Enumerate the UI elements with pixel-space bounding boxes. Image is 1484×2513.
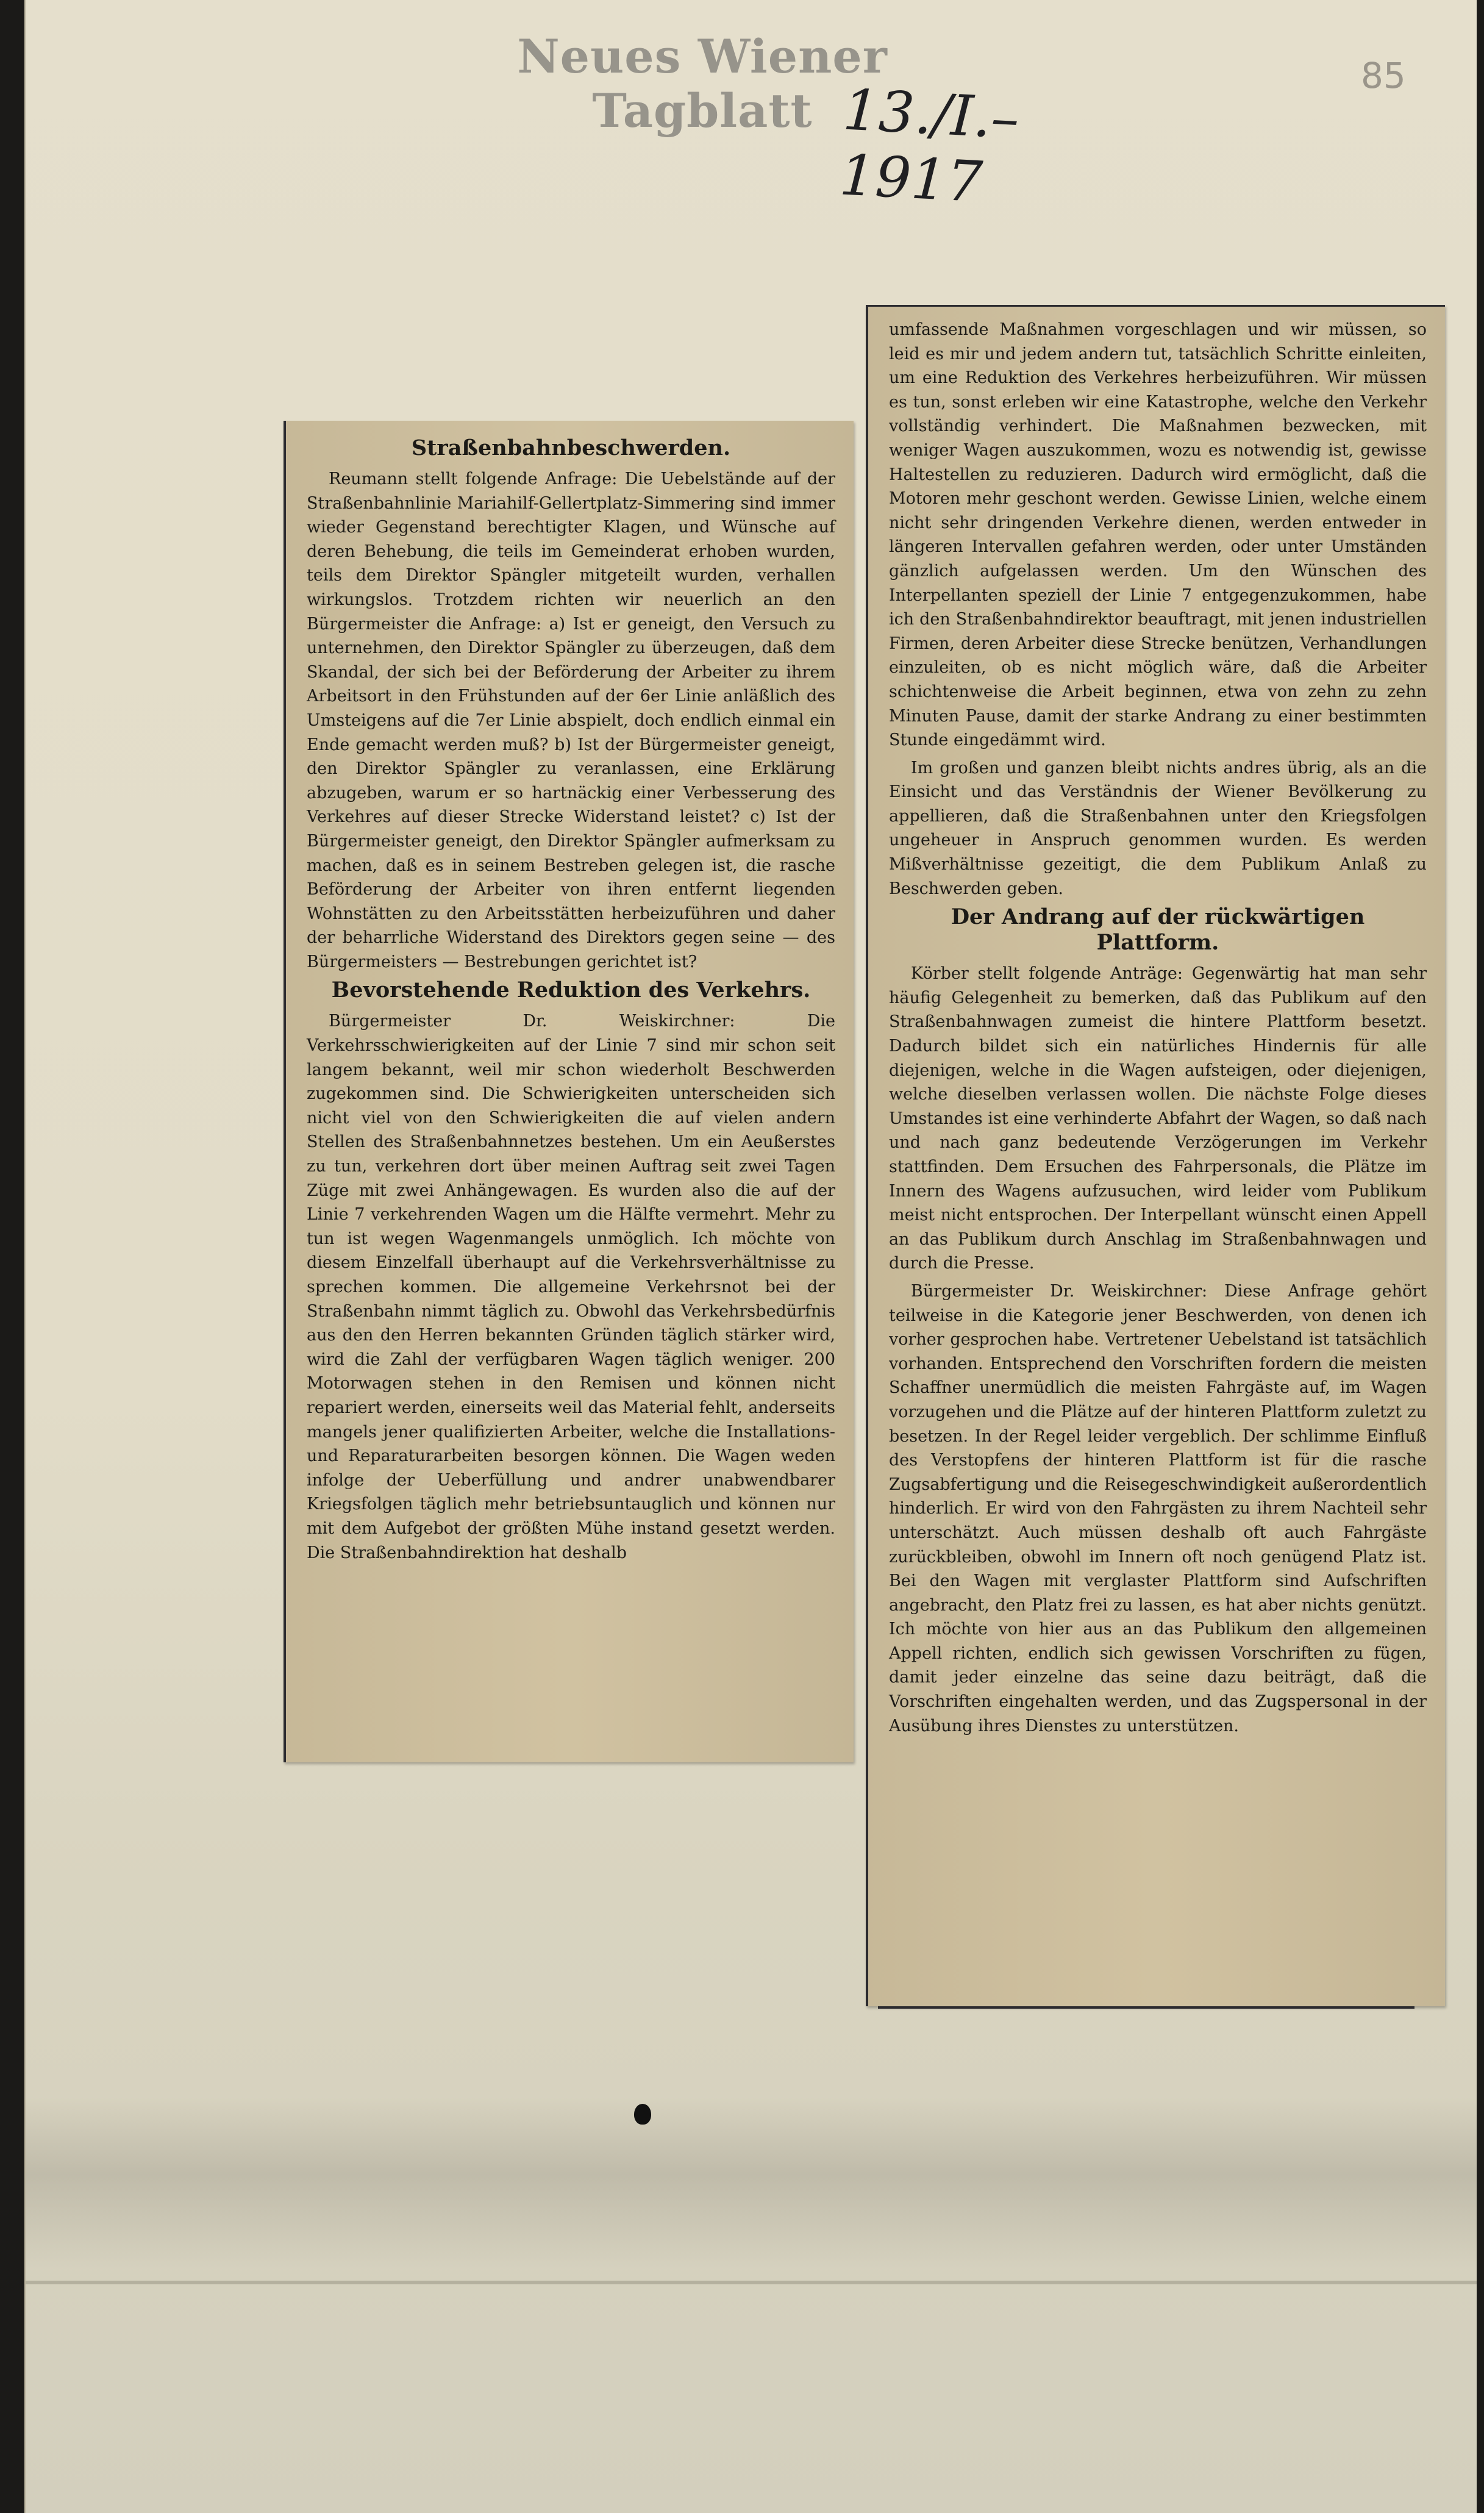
archive-page-number: 85	[1361, 55, 1406, 96]
weiskirchner-plattform-reply: Bürgermeister Dr. Weiskirchner: Diese Anfrage gehört teilweise in die Kategorie jener Beschwerden, von denen ich vorher gesprochen habe. Vertretener Uebelstand ist tatsächlich vorhanden. Entsprechend den Vorschriften fordern die meisten Schaffner unermüdlich die meisten Fahrgäste auf, im Wagen vorzugehen und die Plätze auf der hinteren Plattform zuletzt zu besetzen. In der Regel leider vergeblich. Der schlimme Einfluß des Verstopfens der hinteren Plattform ist für die rasche Zugsabfertigung und die Reisegeschwindigkeit außerordentlich hinderlich. Er wird von den Fahrgästen zu ihrem Nachteil sehr unterschätzt. Auch müssen deshalb oft auch Fahrgäste zurückbleiben, obwohl im Innern oft noch genügend Platz ist. Bei den Wagen mit verglaster Plattform sind Aufschriften angebracht, den Platz frei zu lassen, es hat aber nichts genützt. Ich möchte von hier aus an das Publikum den allgemeinen Appell richten, endlich sich gewissen Vorschriften zu fügen, damit jeder einzelne das seine dazu beiträgt, daß die Vorschriften eingehalten werden, und das Zugspersonal in der Ausübung ihres Dienstes zu unterstützen.	[889, 1281, 1427, 1736]
left-newspaper-clipping	[284, 421, 854, 1762]
right-newspaper-clipping	[866, 305, 1445, 2006]
closing-paragraph: Im großen und ganzen bleibt nichts andres übrig, als an die Einsicht und das Verständnis der Wiener Bevölkerung zu appellieren, daß die Straßenbahnen unter den Kriegsfolgen ungeheuer in Anspruch genommen wurden. Es werden Mißverhältnisse gezeitigt, die dem Publikum Anlaß zu Beschwerden geben.	[889, 758, 1427, 898]
pin-hole	[634, 2104, 651, 2125]
reumann-inquiry-paragraph: Reumann stellt folgende Anfrage: Die Uebelstände auf der Straßenbahnlinie Mariahilf-Gellertplatz-Simmering sind immer wieder Gegenstand berechtigter Klagen, und Wünsche auf deren Behebung, die teils im Gemeinderat erhoben wurden, teils dem Direktor Spängler mitgeteilt wurden, verhallen wirkungslos. Trotzdem richten wir neuerlich an den Bürgermeister die Anfrage: a) Ist er geneigt, den Versuch zu unternehmen, den Direktor Spängler zu überzeugen, daß dem Skandal, der sich bei der Beförderung der Arbeiter zu ihrem Arbeitsort in den Frühstunden auf der 6er Linie anläßlich des Umsteigens auf die 7er Linie abspielt, doch endlich einmal ein Ende gemacht werden muß? b) Ist der Bürgermeister geneigt, den Direktor Spängler zu veranlassen, eine Erklärung abzugeben, warum er so hartnäckig einer Verbesserung des Verkehres auf dieser Strecke Widerstand leistet? c) Ist der Bürgermeister geneigt, den Direktor Spängler aufmerksam zu machen, daß es in seinem Bestreben gelegen ist, die rasche Beförderung der Arbeiter von ihren entfernt liegenden Wohnstätten zu den Arbeitsstätten herbeizuführen und daher der beharrliche Widerstand des Direktors gegen seine — des Bürgermeisters — Bestrebungen gerichtet ist?	[307, 470, 835, 971]
clipping-end-rule	[878, 2006, 1414, 2009]
section-heading-reduktion: Bevorstehende Reduktion des Verkehrs.	[331, 978, 811, 1003]
sheet-shadow	[26, 2098, 1477, 2268]
sheet-fold-line	[26, 2281, 1477, 2284]
section-heading-strassenbahnbeschwerden: Straßenbahnbeschwerden.	[411, 435, 731, 460]
continuation-paragraph: umfassende Maßnahmen vorgeschlagen und wir müssen, so leid es mir und jedem andern tut, tatsächlich Schritte einleiten, um eine Reduktion des Verkehres herbeizuführen. Wir müssen es tun, sonst erleben wir eine Katastrophe, welche den Verkehr vollständig verhindert. Die Maßnahmen bezwecken, mit weniger Wagen auszukommen, wozu es notwendig ist, gewisse Haltestellen zu reduzieren. Dadurch wird ermöglicht, daß die Motoren mehr geschont werden. Gewisse Linien, welche einem nicht sehr dringenden Verkehre dienen, werden entweder in längeren Intervallen gefahren werden, oder unter Umständen gänzlich aufgelassen werden. Um den Wünschen des Interpellanten speziell der Linie 7 entgegenzukommen, habe ich den Straßenbahndirektor beauftragt, mit jenen industriellen Firmen, deren Arbeiter diese Strecke benützen, Verhandlungen einzuleiten, ob es nicht möglich wäre, daß die Arbeiter schichtenweise die Arbeit beginnen, etwa von zehn zu zehn Minuten Pause, damit der starke Andrang zu einer bestimmten Stunde eingedämmt wird.	[889, 320, 1427, 750]
koerber-motion-paragraph: Körber stellt folgende Anträge: Gegenwärtig hat man sehr häufig Gelegenheit zu bemerken, daß das Publikum auf den Straßenbahnwagen zumeist die hintere Plattform besetzt. Dadurch bildet sich ein natürliches Hindernis für alle diejenigen, welche in die Wagen aufsteigen, oder diejenigen, welche dieselben verlassen wollen. Die nächste Folge dieses Umstandes ist eine verhinderte Abfahrt der Wagen, so daß nach und nach ganz bedeutende Verzögerungen im Verkehr stattfinden. Dem Ersuchen des Fahrpersonals, die Plätze im Innern des Wagens aufzusuchen, wird leider vom Publikum meist nicht entsprochen. Der Interpellant wünscht einen Appell an das Publikum durch Anschlag im Straßenbahnwagen und durch die Presse.	[889, 964, 1427, 1273]
weiskirchner-reply-paragraph: Bürgermeister Dr. Weiskirchner: Die Verkehrsschwierigkeiten auf der Linie 7 sind mir schon seit langem bekannt, weil mir schon wiederholt Beschwerden zugekommen sind. Die Schwierigkeiten unterscheiden sich nicht viel von den Schwierigkeiten die auf vielen andern Stellen des Straßenbahnnetzes bestehen. Um ein Aeußerstes zu tun, verkehren dort über meinen Auftrag seit zwei Tagen Züge mit zwei Anhängewagen. Es wurden also die auf der Linie 7 verkehrenden Wagen um die Hälfte vermehrt. Mehr zu tun ist wegen Wagenmangels unmöglich. Ich möchte von diesem Einzelfall überhaupt auf die Verkehrsverhältnisse zu sprechen kommen. Die allgemeine Verkehrsnot bei der Straßenbahn nimmt täglich zu. Obwohl das Verkehrsbedürfnis aus den den Herren bekannten Gründen täglich stärker wird, wird die Zahl der verfügbaren Wagen täglich weniger. 200 Motorwagen stehen in den Remisen und können nicht repariert werden, einerseits weil das Material fehlt, anderseits mangels jener qualifizierten Arbeiter, welche die Installations- und Reparaturarbeiten besorgen können. Die Wagen weden infolge der Ueberfüllung und andrer unabwendbarer Kriegsfolgen täglich mehr betriebsuntauglich und können nur mit dem Aufgebot der größten Mühe instand gesetzt werden. Die Straßenbahndirektion hat deshalb	[307, 1012, 835, 1562]
newspaper-masthead: Neues Wiener Tagblatt	[517, 29, 888, 138]
section-heading-plattform: Der Andrang auf der rückwärtigen Plattform.	[951, 904, 1365, 956]
handwritten-date: 13./I.–1917	[838, 77, 1021, 215]
